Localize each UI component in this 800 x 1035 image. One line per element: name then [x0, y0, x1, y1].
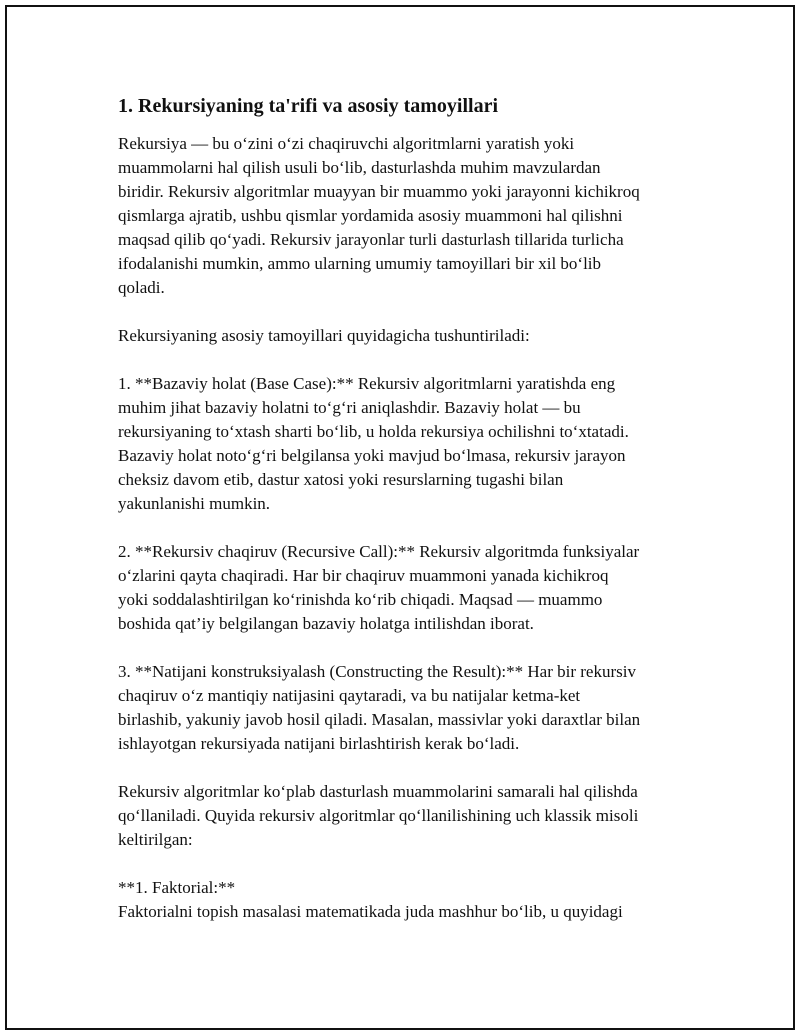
- text-line: ishlayotgan rekursiyada natijani birlashtirish kerak bo‘ladi.: [118, 734, 520, 753]
- text-line: o‘zlarini qayta chaqiradi. Har bir chaqiruv muammoni yanada kichikroq: [118, 566, 609, 585]
- text-line: yakunlanishi mumkin.: [118, 494, 271, 513]
- paragraph-spacer: [118, 636, 688, 660]
- text-line: qismlarga ajratib, ushbu qismlar yordamida asosiy muammoni hal qilishni: [118, 206, 623, 225]
- paragraph-spacer: [118, 300, 688, 324]
- text-line: chaqiruv o‘z mantiqiy natijasini qaytaradi, va bu natijalar ketma-ket: [118, 686, 581, 705]
- text-line: qoladi.: [118, 278, 165, 297]
- text-line: keltirilgan:: [118, 830, 193, 849]
- text-line: 3. **Natijani konstruksiyalash (Constructing the Result):** Har bir rekursiv: [118, 662, 636, 681]
- text-line: biridir. Rekursiv algoritmlar muayyan bir muammo yoki jarayonni kichikroq: [118, 182, 640, 201]
- text-line: muhim jihat bazaviy holatni to‘g‘ri aniqlashdir. Bazaviy holat — bu: [118, 398, 581, 417]
- text-line: Rekursiyaning asosiy tamoyillari quyidagicha tushuntiriladi:: [118, 326, 530, 345]
- section-heading: 1. Rekursiyaning ta'rifi va asosiy tamoyillari: [118, 95, 498, 117]
- paragraph-factorial: [118, 876, 688, 924]
- text-line: yoki soddalashtirilgan ko‘rinishda ko‘rib chiqadi. Maqsad — muammo: [118, 590, 603, 609]
- text-line: 2. **Rekursiv chaqiruv (Recursive Call):** Rekursiv algoritmda funksiyalar: [118, 542, 640, 561]
- text-line: Rekursiya — bu o‘zini o‘zi chaqiruvchi algoritmlarni yaratish yoki: [118, 134, 575, 153]
- text-line: Bazaviy holat noto‘g‘ri belgilansa yoki mavjud bo‘lmasa, rekursiv jarayon: [118, 446, 626, 465]
- text-line: **1. Faktorial:**: [118, 878, 236, 897]
- paragraph-base-case: [118, 372, 688, 516]
- document-body: [118, 92, 688, 924]
- paragraph-spacer: [118, 348, 688, 372]
- text-line: Rekursiv algoritmlar ko‘plab dasturlash muammolarini samarali hal qilishda: [118, 782, 638, 801]
- paragraph-applications: [118, 780, 688, 852]
- text-line: 1. **Bazaviy holat (Base Case):** Rekursiv algoritmlarni yaratishda eng: [118, 374, 616, 393]
- text-line: rekursiyaning to‘xtash sharti bo‘lib, u holda rekursiya ochilishni to‘xtatadi.: [118, 422, 629, 441]
- text-line: muammolarni hal qilish usuli bo‘lib, dasturlashda muhim mavzulardan: [118, 158, 601, 177]
- paragraph-spacer: [118, 756, 688, 780]
- text-line: qo‘llaniladi. Quyida rekursiv algoritmlar qo‘llanilishining uch klassik misoli: [118, 806, 639, 825]
- paragraph-definition: [118, 132, 688, 300]
- paragraph-spacer: [118, 516, 688, 540]
- text-line: boshida qat’iy belgilangan bazaviy holatga intilishdan iborat.: [118, 614, 534, 633]
- text-line: ifodalanishi mumkin, ammo ularning umumiy tamoyillari bir xil bo‘lib: [118, 254, 602, 273]
- paragraph-recursive-call: [118, 540, 688, 636]
- text-line: birlashib, yakuniy javob hosil qiladi. Masalan, massivlar yoki daraxtlar bilan: [118, 710, 641, 729]
- text-line: Faktorialni topish masalasi matematikada juda mashhur bo‘lib, u quyidagi: [118, 902, 623, 921]
- paragraph-constructing-result: [118, 660, 688, 756]
- text-line: cheksiz davom etib, dastur xatosi yoki resurslarning tugashi bilan: [118, 470, 564, 489]
- text-line: maqsad qilib qo‘yadi. Rekursiv jarayonlar turli dasturlash tillarida turlicha: [118, 230, 624, 249]
- paragraph-principles-intro: [118, 324, 688, 348]
- paragraph-spacer: [118, 852, 688, 876]
